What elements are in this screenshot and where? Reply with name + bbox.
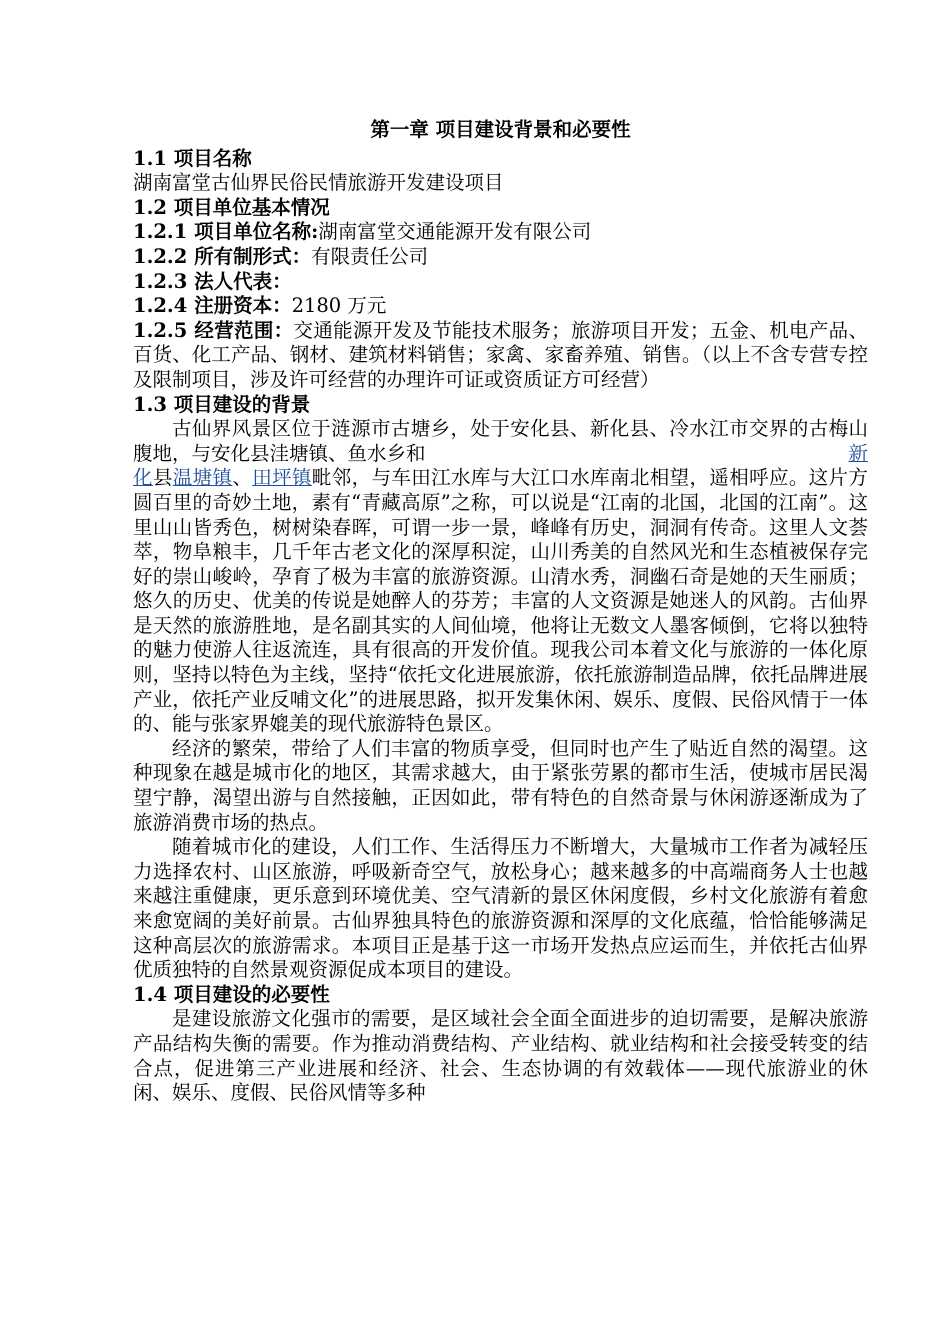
ownership-label: 1.2.2 所有制形式： xyxy=(133,244,312,268)
background-p1-start: 古仙界风景区位于涟源市古塘乡，处于安化县、新化县、冷水江市交界的古梅山腹地，与安化县洼塘镇、鱼水乡和 xyxy=(133,417,868,465)
unit-name-line xyxy=(133,220,868,245)
link-xinhua-cont[interactable]: 化 xyxy=(133,466,153,490)
background-p1-rest: 毗邻，与车田江水库与大江口水库南北相望，遥相呼应。这片方圆百里的奇妙土地，素有“青藏高原”之称，可以说是“江南的北国，北国的江南”。这里山山皆秀色，树树染春晖，可谓一步一景，峰峰有历史，洞洞有传奇。这里人文荟萃，物阜粮丰，几千年古老文化的深厚积淀，山川秀美的自然风光和生态植被保存完好的崇山峻岭，孕育了极为丰富的旅游资源。山清水秀，洞幽石奇是她的天生丽质；悠久的历史、优美的传说是她醉人的芬芳；丰富的人文资源是她迷人的风韵。古仙界是天然的旅游胜地，是名副其实的人间仙境，他将让无数文人墨客倾倒，它将以独特的魅力使游人往返流连，具有很高的开发价值。现我公司本着文化与旅游的一体化原则，坚持以特色为主线，坚持“依托文化进展旅游，依托旅游制造品牌，依托品牌进展产业，依托产业反哺文化”的进展思路，拟开发集休闲、娱乐、度假、民俗风情于一体的、能与张家界媲美的现代旅游特色景区。 xyxy=(133,466,868,736)
background-paragraph-3: 随着城市化的建设，人们工作、生活得压力不断增大，大量城市工作者为减轻压力选择农村、山区旅游，呼吸新奇空气，放松身心；越来越多的中高端商务人士也越来越注重健康，更乐意到环境优美、空气清新的景区休闲度假，乡村文化旅游有着愈来愈宽阔的美好前景。古仙界独具特色的旅游资源和深厚的文化底蕴，恰恰能够满足这种高层次的旅游需求。本项目正是基于这一市场开发热点应运而生，并依托古仙界优质独特的自然景观资源促成本项目的建设。 xyxy=(133,835,868,982)
chapter-title: 第一章 项目建设背景和必要性 xyxy=(370,118,631,141)
background-p1-county: 县 xyxy=(152,466,173,490)
section-1-3-heading: 1.3 项目建设的背景 xyxy=(133,392,311,416)
section-1-1-heading: 1.1 项目名称 xyxy=(133,146,252,170)
background-paragraph-2: 经济的繁荣，带给了人们丰富的物质享受，但同时也产生了贴近自然的渴望。这种现象在越是城市化的地区，其需求越大，由于紧张劳累的都市生活，使城市居民渴望宁静，渴望出游与自然接触，正因如此，带有特色的自然奇景与休闲游逐渐成为了旅游消费市场的热点。 xyxy=(133,736,868,834)
link-tianping-town[interactable]: 田坪镇 xyxy=(252,466,312,490)
scope-value: 交通能源开发及节能技术服务；旅游项目开发；五金、机电产品、百货、化工产品、钢材、建筑材料销售；家禽、家畜养殖、销售。（以上不含专营专控及限制项目，涉及许可经营的办理许可证或资质证方可经营） xyxy=(133,318,868,391)
capital-label: 1.2.4 注册资本： xyxy=(133,294,292,318)
ownership-line xyxy=(133,245,868,270)
unit-name-value: 湖南富堂交通能源开发有限公司 xyxy=(318,220,592,244)
link-xinhua[interactable]: 新 xyxy=(848,441,868,465)
unit-name-label: 1.2.1 项目单位名称: xyxy=(133,220,319,244)
scope-label: 1.2.5 经营范围： xyxy=(133,318,294,342)
background-paragraph-1 xyxy=(133,417,868,737)
section-1-4-heading: 1.4 项目建设的必要性 xyxy=(133,982,330,1006)
document-page xyxy=(133,118,868,1106)
legal-rep-line xyxy=(133,270,868,295)
capital-value: 2180 万元 xyxy=(291,294,387,318)
necessity-paragraph-1: 是建设旅游文化强市的需要，是区域社会全面全面进步的迫切需要，是解决旅游产品结构失衡的需要。作为推动消费结构、产业结构、就业结构和社会接受转变的结合点，促进第三产业进展和经济、社会、生态协调的有效载体——现代旅游业的休闲、娱乐、度假、民俗风情等多种 xyxy=(133,1007,868,1105)
link-wentang-town[interactable]: 温塘镇 xyxy=(172,466,233,490)
scope-line xyxy=(133,319,868,393)
project-name: 湖南富堂古仙界民俗民情旅游开发建设项目 xyxy=(133,171,504,195)
section-1-2-heading: 1.2 项目单位基本情况 xyxy=(133,195,330,219)
ownership-value: 有限责任公司 xyxy=(311,244,429,268)
capital-line xyxy=(133,294,868,319)
legal-rep-label: 1.2.3 法人代表： xyxy=(133,269,292,293)
background-p1-sep: 、 xyxy=(232,466,253,490)
